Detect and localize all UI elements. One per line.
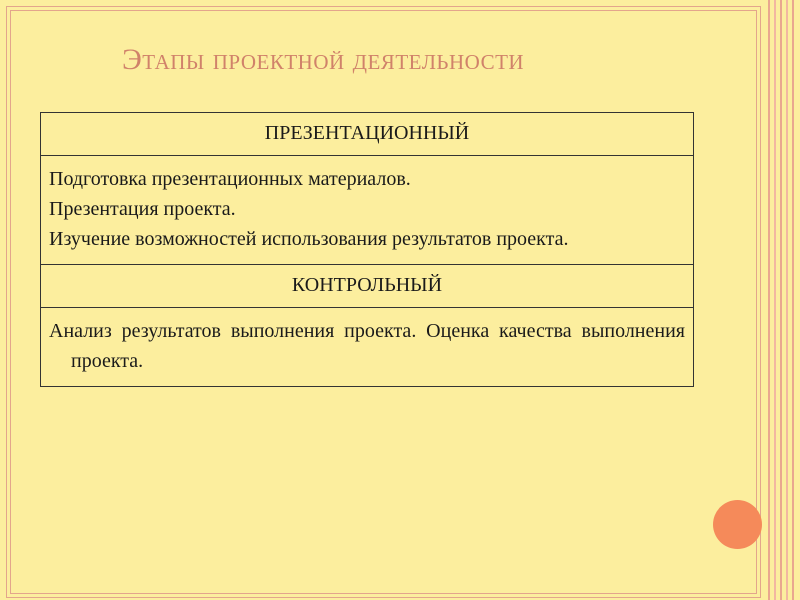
slide-title: Этапы проектной деятельности xyxy=(122,43,525,76)
accent-circle-icon xyxy=(713,500,762,549)
stage-item: Изучение возможностей использования результатов проекта. xyxy=(49,228,569,250)
decorative-stripe xyxy=(774,0,776,600)
decorative-stripe xyxy=(768,0,770,600)
stage-item: Анализ результатов выполнения проекта. Оценка качества выполнения проекта. xyxy=(49,320,685,372)
stage-body-presentation xyxy=(41,156,694,265)
stage-item: Подготовка презентационных материалов. xyxy=(49,168,411,190)
stages-table xyxy=(40,112,694,387)
decorative-stripe xyxy=(792,0,794,600)
decorative-stripe xyxy=(786,0,788,600)
table-row xyxy=(41,308,694,387)
table-row xyxy=(41,265,694,308)
stage-header-presentation: ПРЕЗЕНТАЦИОННЫЙ xyxy=(41,113,694,156)
stage-body-control xyxy=(41,308,694,387)
decorative-stripe xyxy=(780,0,782,600)
table-row xyxy=(41,113,694,156)
table-row xyxy=(41,156,694,265)
stage-item: Презентация проекта. xyxy=(49,198,236,220)
stage-header-control: КОНТРОЛЬНЫЙ xyxy=(41,265,694,308)
